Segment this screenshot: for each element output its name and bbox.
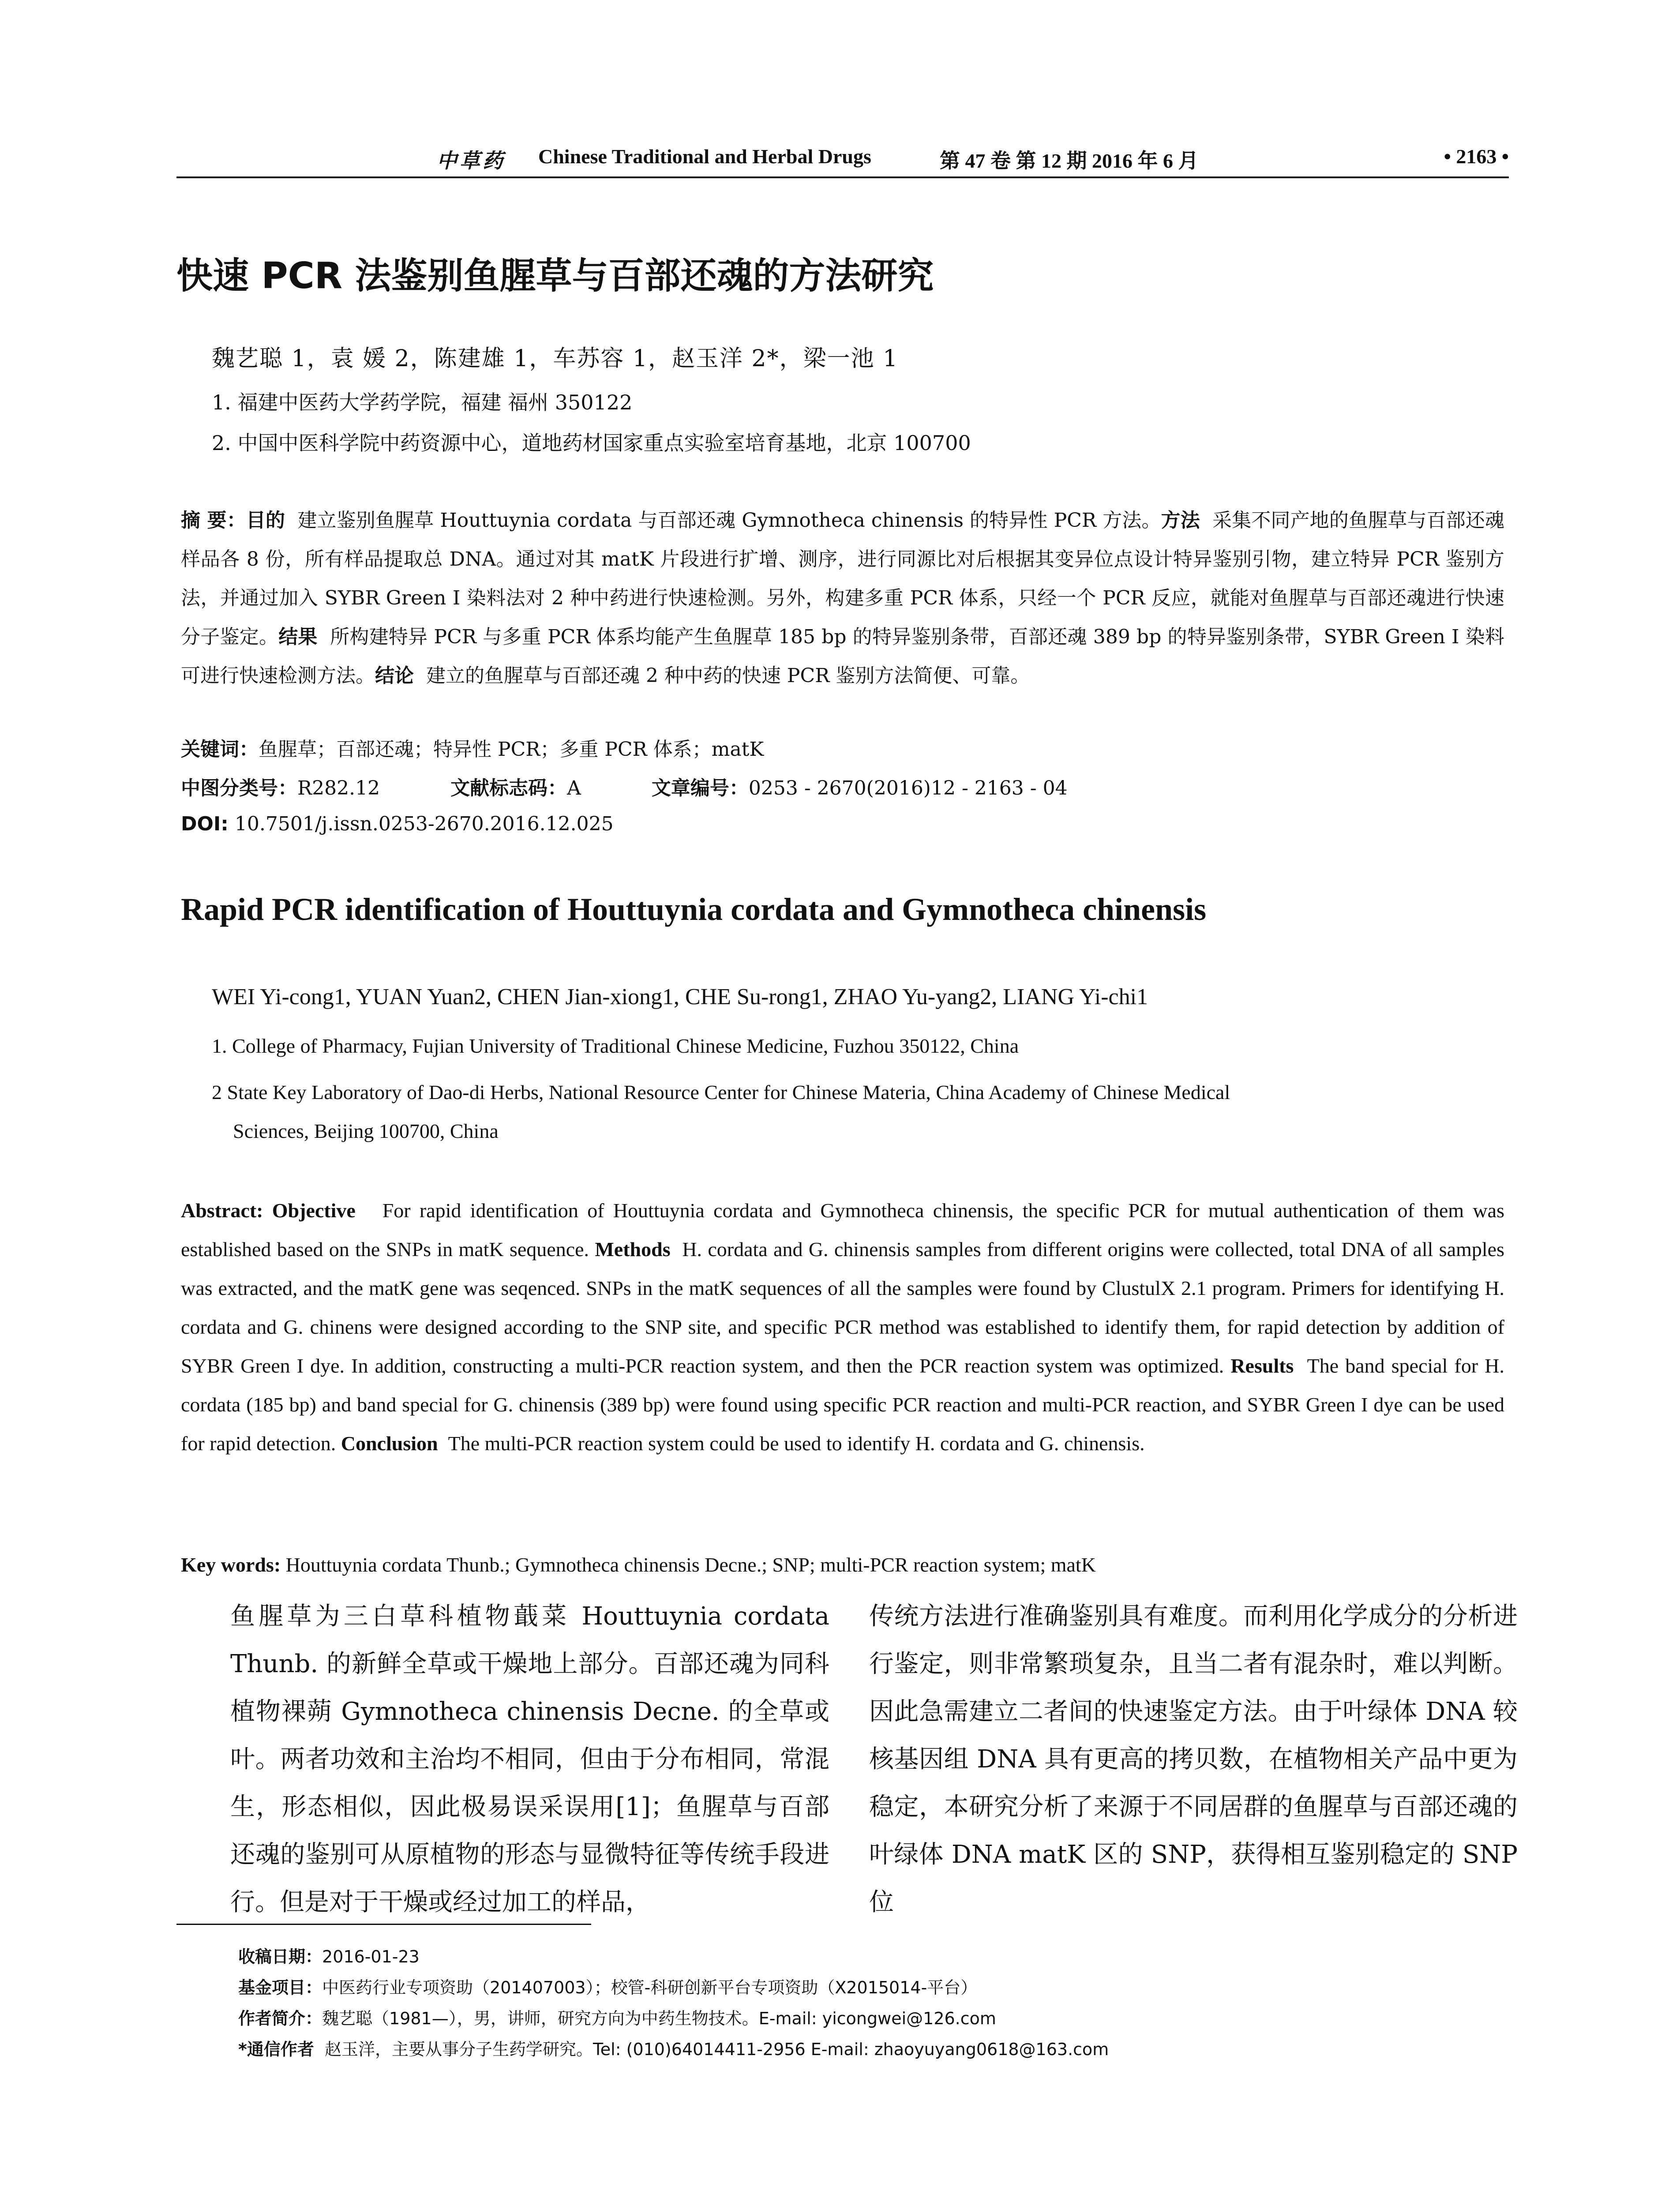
cn-title: 快速 PCR 法鉴别鱼腥草与百部还魂的方法研究 <box>176 255 934 297</box>
doccode-value: A <box>567 777 581 799</box>
author-value: 魏艺聪（1981—），男，讲师，研究方向为中药生物技术。E-mail: yicongwei@126.com <box>322 2009 996 2028</box>
cn-results: 所构建特异 PCR 与多重 PCR 体系均能产生鱼腥草 185 bp 的特异鉴别条带，百部还魂 389 bp 的特异鉴别条带，SYBR Green I 染料可进行快速检测方法。 <box>181 626 1505 687</box>
en-title: Rapid PCR identification of Houttuynia cordata and Gymnotheca chinensis <box>181 892 1207 927</box>
footnote-rule <box>176 1924 591 1925</box>
footnote-author <box>238 2003 1109 2034</box>
en-keywords-value: Houttuynia cordata Thunb.; Gymnotheca chinensis Decne.; SNP; multi-PCR reaction system; matK <box>285 1553 1096 1576</box>
article-label: 文章编号： <box>651 777 749 799</box>
cn-objective-label: 目的 <box>246 509 285 532</box>
en-keywords <box>181 1553 1096 1576</box>
received-label: 收稿日期： <box>238 1947 322 1966</box>
cn-methods-label: 方法 <box>1161 509 1200 532</box>
corr-value: 赵玉洋，主要从事分子生药学研究。Tel: (010)64014411-2956 E-mail: zhaoyuyang0618@163.com <box>325 2040 1109 2059</box>
footnote-fund <box>238 1972 1109 2003</box>
cn-authors: 魏艺聪 1，袁 媛 2，陈建雄 1，车苏容 1，赵玉洋 2*，梁一池 1 <box>212 345 899 372</box>
fund-label: 基金项目： <box>238 1978 322 1997</box>
en-abstract <box>181 1191 1504 1463</box>
en-conclusion-label: Conclusion <box>341 1432 438 1455</box>
cn-conclusion: 建立的鱼腥草与百部还魂 2 种中药的快速 PCR 鉴别方法简便、可靠。 <box>426 664 1030 687</box>
en-results-label: Results <box>1230 1354 1294 1377</box>
body-column-right <box>869 1593 1518 1926</box>
body-column-left <box>181 1593 829 1926</box>
footnote-corresponding <box>238 2034 1109 2065</box>
doi-value: 10.7501/j.issn.0253-2670.2016.12.025 <box>234 813 614 835</box>
cn-affiliation-1: 1. 福建中医药大学药学院，福建 福州 350122 <box>212 390 633 414</box>
en-affiliation-1: 1. College of Pharmacy, Fujian University of Traditional Chinese Medicine, Fuzhou 350122, China <box>212 1035 1019 1057</box>
cn-keywords <box>181 733 764 762</box>
body-paragraph-right: 传统方法进行准确鉴别具有难度。而利用化学成分的分析进行鉴定，则非常繁琐复杂，且当二者有混杂时，难以判断。因此急需建立二者间的快速鉴定方法。由于叶绿体 DNA 较核基因组 DNA 具有更高的拷贝数，在植物相关产品中更为稳定，本研究分析了来源于不同居群的鱼腥草与百部还魂的叶绿体 DNA matK 区的 SNP，获得相互鉴别稳定的 SNP 位 <box>869 1602 1518 1917</box>
en-objective: For rapid identification of Houttuynia cordata and Gymnotheca chinensis, the specific PCR for mutual authentication of them was established based on the SNPs in matK sequence. <box>181 1199 1505 1261</box>
running-header <box>176 140 1509 176</box>
cn-classification <box>181 772 1504 800</box>
cn-affiliation-2: 2. 中国中医科学院中药资源中心，道地药材国家重点实验室培育基地，北京 100700 <box>212 431 971 455</box>
cn-keywords-label: 关键词： <box>181 738 259 761</box>
en-affiliation-2-line2: Sciences, Beijing 100700, China <box>233 1120 499 1142</box>
en-affiliation-2-line1: 2 State Key Laboratory of Dao-di Herbs, National Resource Center for Chinese Materia, China Academy of Chinese Medical <box>212 1081 1230 1103</box>
en-authors: WEI Yi-cong1, YUAN Yuan2, CHEN Jian-xiong1, CHE Su-rong1, ZHAO Yu-yang2, LIANG Yi-chi1 <box>212 984 1148 1009</box>
class-label: 中图分类号： <box>181 777 297 799</box>
journal-name-en: Chinese Traditional and Herbal Drugs <box>538 145 871 168</box>
en-methods: H. cordata and G. chinensis samples from different origins were collected, total DNA of all samples was extracted, and the matK gene was seqenced. SNPs in the matK sequences of all the samples were found by ClustulX 2.1 program. Primers for identifying H. cordata and G. chinens were designed according to the SNP site, and specific PCR method was established to identify them, for rapid detection by addition of SYBR Green I dye. In addition, constructing a multi-PCR reaction system, and then the PCR reaction system was optimized. <box>181 1238 1504 1377</box>
class-value: R282.12 <box>297 777 380 799</box>
en-methods-label: Methods <box>595 1238 671 1261</box>
fund-value: 中医药行业专项资助（201407003）；校管-科研创新平台专项资助（X2015014-平台） <box>322 1978 978 1997</box>
doccode-label: 文献标志码： <box>450 777 567 799</box>
en-keywords-label: Key words: <box>181 1553 281 1576</box>
cn-conclusion-label: 结论 <box>375 664 414 687</box>
received-value: 2016-01-23 <box>322 1947 420 1966</box>
body-paragraph-left: 鱼腥草为三白草科植物蕺菜 Houttuynia cordata Thunb. 的新鲜全草或干燥地上部分。百部还魂为同科植物裸蒴 Gymnotheca chinensis Decne. 的全草或叶。两者功效和主治均不相同，但由于分布相同，常混生，形态相似，因此极易误采误用[1]；鱼腥草与百部还魂的鉴别可从原植物的形态与显微特征等传统手段进行。但是对于干燥或经过加工的样品， <box>230 1602 829 1917</box>
cn-results-label: 结果 <box>278 626 318 648</box>
journal-name-cn: 中草药 <box>437 150 506 172</box>
en-affiliation-2 <box>212 1073 1509 1151</box>
cn-objective: 建立鉴别鱼腥草 Houttuynia cordata 与百部还魂 Gymnotheca chinensis 的特异性 PCR 方法。 <box>297 509 1161 532</box>
en-abstract-label: Abstract: Objective <box>181 1199 356 1222</box>
author-label: 作者简介： <box>238 2009 322 2028</box>
issue-info: 第 47 卷 第 12 期 2016 年 6 月 <box>940 150 1199 172</box>
en-results: The band special for H. cordata (185 bp) and band special for G. chinensis (389 bp) were found using specific PCR reaction and multi-PCR reaction, and SYBR Green I dye can be used for rapid detection. <box>181 1354 1505 1455</box>
doi <box>181 813 614 835</box>
page-number: • 2163 • <box>1444 145 1509 168</box>
cn-keywords-value: 鱼腥草；百部还魂；特异性 PCR；多重 PCR 体系；matK <box>259 738 764 761</box>
footnotes <box>238 1941 1109 2065</box>
cn-abstract-label: 摘 要： <box>181 509 246 532</box>
header-rule <box>176 176 1509 178</box>
doi-label: DOI: <box>181 813 229 835</box>
corr-label: *通信作者 <box>238 2040 314 2059</box>
article-value: 0253 - 2670(2016)12 - 2163 - 04 <box>748 777 1068 799</box>
en-conclusion: The multi-PCR reaction system could be used to identify H. cordata and G. chinensis. <box>448 1432 1145 1455</box>
cn-methods: 采集不同产地的鱼腥草与百部还魂样品各 8 份，所有样品提取总 DNA。通过对其 matK 片段进行扩增、测序，进行同源比对后根据其变异位点设计特异鉴别引物，建立特异 PCR 鉴别方法，并通过加入 SYBR Green I 染料法对 2 种中药进行快速检测。另外，构建多重 PCR 体系，只经一个 PCR 反应，就能对鱼腥草与百部还魂进行快速分子鉴定。 <box>181 509 1504 648</box>
cn-abstract <box>181 501 1504 695</box>
footnote-received <box>238 1941 1109 1972</box>
